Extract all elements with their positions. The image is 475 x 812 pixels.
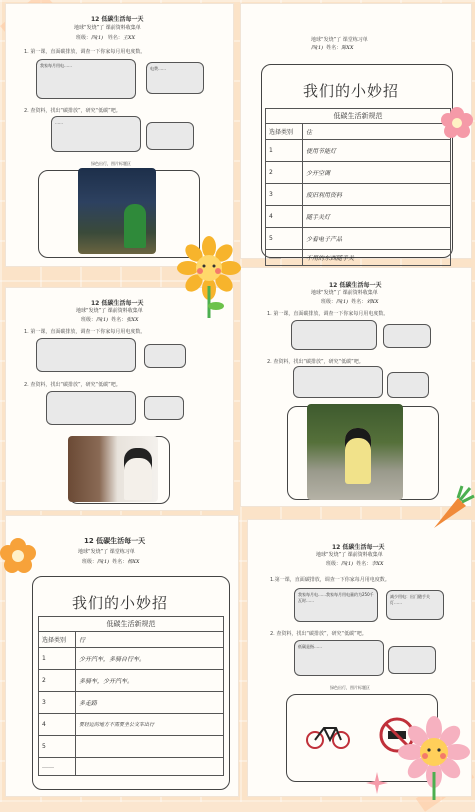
row-text	[76, 736, 224, 758]
answer-box: 减少用电：出门随手关灯……	[386, 590, 444, 620]
sunflower-icon	[176, 236, 242, 320]
table-header: 低碳生活新规范	[39, 617, 224, 632]
row-num: 2	[266, 162, 303, 184]
row-num: 4	[39, 714, 76, 736]
worksheet-subtitle: 地球“发烧”了 课前资料收集单	[316, 552, 383, 558]
row-text: 废旧利用资料	[303, 184, 451, 206]
row-text: 随手关灯	[303, 206, 451, 228]
answer-box	[144, 396, 184, 420]
row-text: 多走路	[76, 692, 224, 714]
carrot-icon	[428, 484, 474, 534]
question-1: 1. 第一课，直面碳排放，调查一下你家每月用电度数。	[24, 49, 146, 55]
worksheet-title: 12 低碳生活每一天	[329, 282, 382, 289]
question-2: 2. 查资料，找出“碳排放”，研究“低碳”吧。	[270, 631, 367, 637]
question-2: 2. 查资料，找出“碳排放”，研究“低碳”吧。	[267, 359, 364, 365]
worksheet-mid-right	[241, 268, 471, 506]
answer-box	[293, 366, 383, 398]
class-field: 班级：四(1) 姓名：张XX	[81, 317, 139, 323]
caption: 绿色出行，图片标题区	[330, 685, 370, 690]
worksheet-top-right	[241, 4, 471, 262]
row-num: ……	[39, 758, 76, 776]
name-field: 四(1) 姓名：陈XX	[311, 45, 354, 51]
row-num: 1	[39, 648, 76, 670]
row-text: 多骑车，少开汽车。	[76, 670, 224, 692]
big-title: 我们的小妙招	[72, 594, 169, 612]
sparkle-icon	[366, 772, 388, 794]
row-text: 少开空调	[303, 162, 451, 184]
worksheet-subtitle: 地球“发烧”了 课堂练习单	[78, 549, 135, 555]
row-num: 3	[266, 184, 303, 206]
answer-box: 电费……	[146, 62, 204, 94]
row-num: 5	[266, 228, 303, 250]
question-1: 1. 第一课，直面碳排放，调查一下你家每月用电度数。	[267, 311, 389, 317]
worksheet-subtitle: 地球“发烧”了 课前资料收集单	[74, 25, 141, 31]
class-field: 班级：四(1) 姓名：李XX	[326, 561, 384, 567]
answer-box	[387, 372, 429, 398]
worksheet-title: 12 低碳生活每一天	[84, 537, 146, 545]
question-1: 1. 第一课，直面碳排放，调查一下你家每月用电度数。	[24, 329, 146, 335]
row-num: 1	[266, 140, 303, 162]
class-field: 班级：四(1) 姓名：刘XX	[321, 299, 379, 305]
col-type: 选择类别	[39, 632, 76, 648]
answer-box	[46, 391, 136, 425]
row-text: 使用节能灯	[303, 140, 451, 162]
row-num: 3	[39, 692, 76, 714]
bicycle-icon	[306, 720, 350, 750]
answer-box: 我家每月用电……	[36, 59, 136, 99]
worksheet-title: 12 低碳生活每一天	[91, 16, 144, 23]
class-field: 地球“发烧”了 课堂练习单	[311, 37, 368, 43]
worksheet-top-left	[6, 4, 233, 266]
row-num: ……	[266, 250, 303, 266]
class-field: 班级：四(1) 姓名：王XX	[76, 35, 136, 41]
col-type: 选择类别	[266, 124, 303, 140]
answer-box	[36, 338, 136, 372]
worksheet-title: 12 低碳生活每一天	[332, 544, 385, 551]
row-text: 要轻近的地方不需要坐公交车出行	[76, 714, 224, 736]
question-1: 1.第一课，直面碳排放，调查一下你家每月用电度数。	[270, 577, 390, 583]
answer-box: 低碳是指……	[294, 640, 384, 676]
answer-box	[291, 320, 377, 350]
big-title: 我们的小妙招	[303, 82, 400, 100]
caption: 绿色出行，图片标题区	[91, 161, 131, 166]
row-text: 不用的东西随手关	[303, 250, 451, 266]
worksheet-subtitle: 地球“发烧”了 课前资料收集单	[76, 308, 143, 314]
worksheet-subtitle: 地球“发烧”了 课前资料收集单	[311, 290, 378, 296]
orange-flower-icon	[0, 536, 38, 576]
class-field: 班级：四(1) 姓名：杨XX	[82, 559, 140, 565]
answer-box: ……	[51, 116, 141, 152]
type-value: 住	[303, 124, 451, 140]
question-2: 2. 查资料，找出“碳排放”，研究“低碳”吧。	[24, 108, 121, 114]
row-text: 少看电子产品	[303, 228, 451, 250]
tips-table	[265, 108, 451, 266]
table-header: 低碳生活新规范	[266, 109, 451, 124]
child-figure	[345, 428, 371, 484]
worksheet-mid-left	[6, 288, 233, 510]
question-2: 2. 查资料，找出“碳排放”，研究“低碳”吧。	[24, 382, 121, 388]
child-figure	[124, 448, 152, 500]
row-text: 少开汽车，多骑自行车。	[76, 648, 224, 670]
answer-box	[388, 646, 436, 674]
row-num: 2	[39, 670, 76, 692]
row-num: 5	[39, 736, 76, 758]
worksheet-bottom-left	[6, 516, 238, 796]
answer-box	[383, 324, 431, 348]
worksheet-title: 12 低碳生活每一天	[91, 300, 144, 307]
child-figure	[124, 204, 146, 248]
answer-box	[144, 344, 186, 368]
daisy-flower-icon	[392, 712, 474, 800]
row-num: 4	[266, 206, 303, 228]
row-text	[76, 758, 224, 776]
type-value: 行	[76, 632, 224, 648]
tips-table	[38, 616, 224, 776]
answer-box: 我家每月电……我家每月用电量约为250千瓦时……	[294, 588, 378, 622]
pink-flower-icon	[440, 106, 474, 140]
answer-box	[146, 122, 194, 150]
